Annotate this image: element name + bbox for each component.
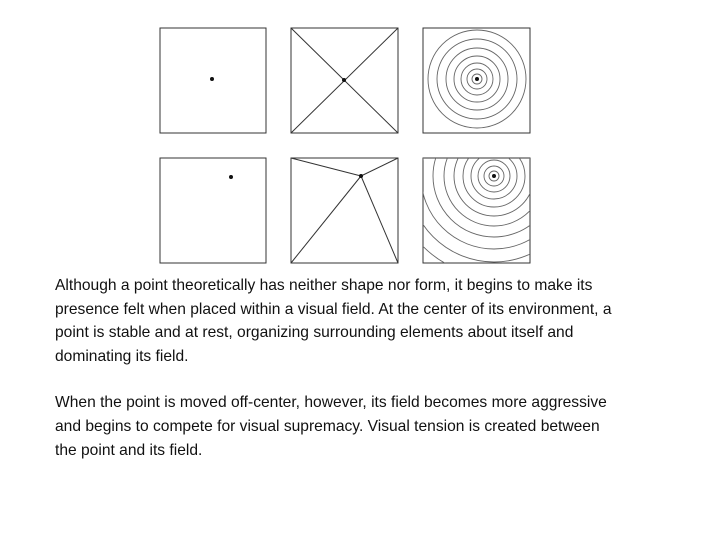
radiating-line <box>291 158 361 176</box>
panel-offcenter-point <box>160 158 266 263</box>
panel-centered-point-diagonals <box>291 28 398 133</box>
point-dot <box>475 77 479 81</box>
radiating-line <box>361 158 398 176</box>
radiating-line <box>361 176 398 263</box>
point-dot <box>342 78 346 82</box>
panel-frame <box>291 158 398 263</box>
point-dot <box>229 175 233 179</box>
caption-paragraph-1: Although a point theoretically has neither shape nor form, it begins to make its presence felt when placed within a visual field. At the center of its environment, a point is stable and at rest, organizing surrounding elements about itself and dominating its field. <box>55 277 612 365</box>
point-dot <box>359 174 363 178</box>
radiating-line <box>291 176 361 263</box>
panel-centered-point <box>160 28 266 133</box>
caption-paragraph-2: When the point is moved off-center, however, its field becomes more aggressive and begins to compete for visual supremacy. Visual tension is created between the point and its field. <box>55 394 607 459</box>
panel-offcenter-point-lines <box>291 158 398 263</box>
caption-text <box>55 274 615 462</box>
panel-frame <box>160 158 266 263</box>
point-dot <box>210 77 214 81</box>
panel-centered-point-rings <box>423 28 530 133</box>
point-dot <box>492 174 496 178</box>
